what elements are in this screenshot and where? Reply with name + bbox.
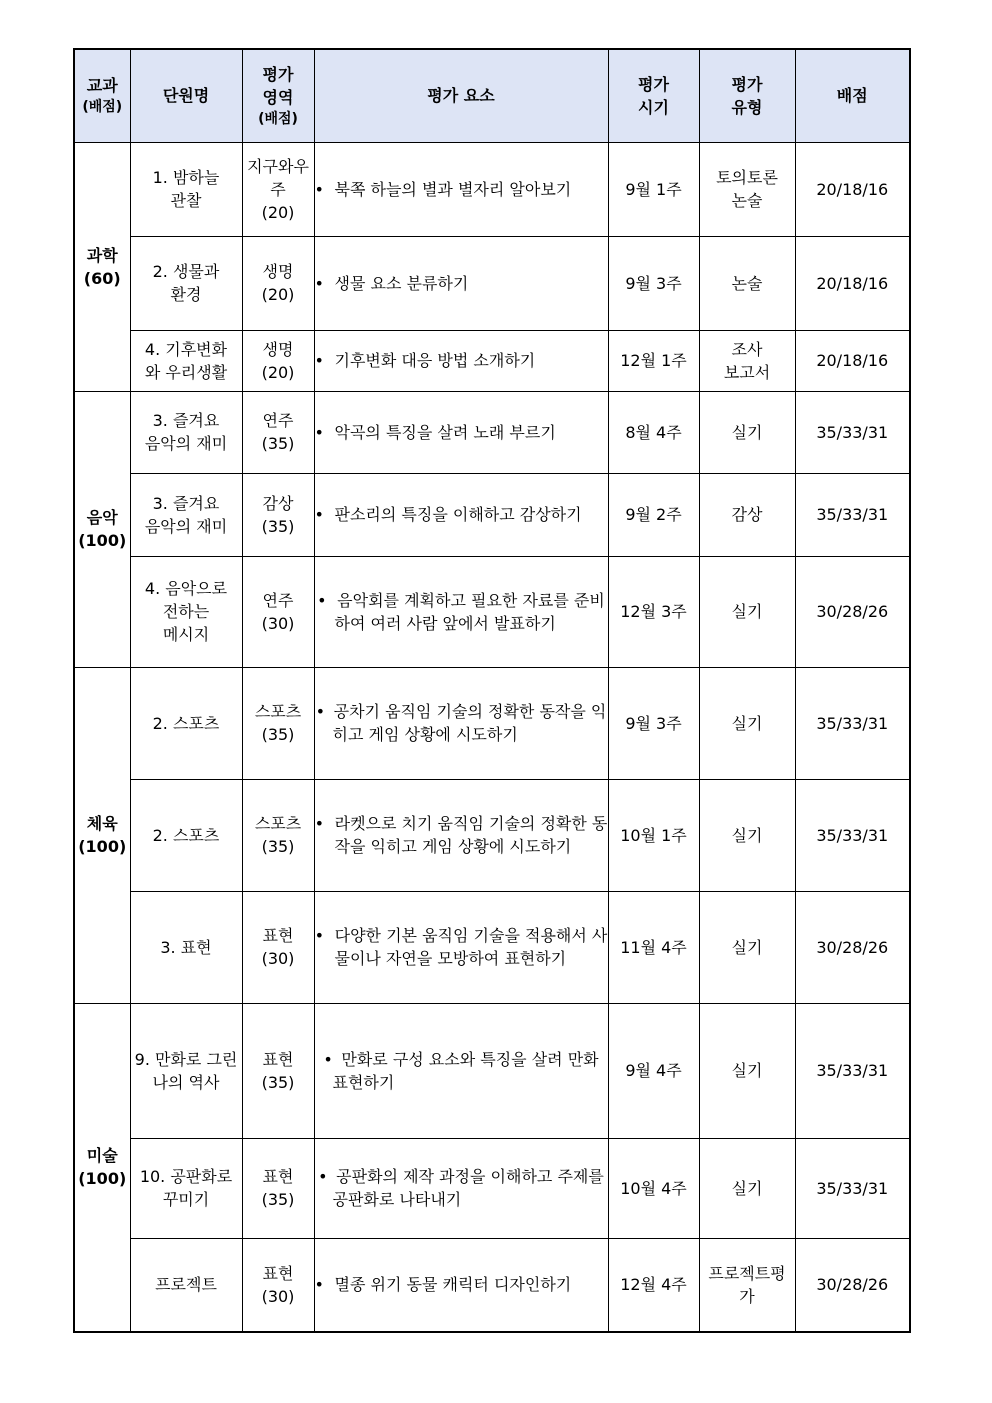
score-cell: 20/18/16 bbox=[795, 142, 910, 236]
type-cell: 토의토론 논술 bbox=[699, 142, 795, 236]
table-row bbox=[74, 236, 910, 330]
type-cell: 프로젝트평 가 bbox=[699, 1238, 795, 1332]
table-row bbox=[74, 142, 910, 236]
period-cell: 12월 3주 bbox=[608, 556, 699, 667]
unit-cell: 9. 만화로 그린 나의 역사 bbox=[130, 1003, 242, 1138]
type-cell: 실기 bbox=[699, 779, 795, 891]
period-cell: 8월 4주 bbox=[608, 391, 699, 473]
element-cell: • 기후변화 대응 방법 소개하기 bbox=[314, 330, 608, 391]
unit-cell: 10. 공판화로 꾸미기 bbox=[130, 1138, 242, 1238]
table-row bbox=[74, 1238, 910, 1332]
table-row bbox=[74, 779, 910, 891]
assessment-plan-table bbox=[73, 48, 911, 1333]
element-cell: • 만화로 구성 요소와 특징을 살려 만화 표현하기 bbox=[314, 1003, 608, 1138]
area-cell: 표현 (30) bbox=[242, 891, 314, 1003]
area-cell: 표현 (35) bbox=[242, 1003, 314, 1138]
table-row bbox=[74, 667, 910, 779]
type-cell: 조사 보고서 bbox=[699, 330, 795, 391]
score-cell: 35/33/31 bbox=[795, 1138, 910, 1238]
unit-cell: 2. 스포츠 bbox=[130, 779, 242, 891]
period-cell: 9월 1주 bbox=[608, 142, 699, 236]
unit-cell: 2. 스포츠 bbox=[130, 667, 242, 779]
element-cell: • 북쪽 하늘의 별과 별자리 알아보기 bbox=[314, 142, 608, 236]
table-row bbox=[74, 1003, 910, 1138]
element-cell: • 멸종 위기 동물 캐릭터 디자인하기 bbox=[314, 1238, 608, 1332]
element-cell: • 공판화의 제작 과정을 이해하고 주제를 공판화로 나타내기 bbox=[314, 1138, 608, 1238]
area-cell: 스포츠 (35) bbox=[242, 667, 314, 779]
area-cell: 감상 (35) bbox=[242, 473, 314, 556]
type-cell: 감상 bbox=[699, 473, 795, 556]
header-type: 평가 유형 bbox=[699, 49, 795, 142]
unit-cell: 4. 기후변화 와 우리생활 bbox=[130, 330, 242, 391]
score-cell: 35/33/31 bbox=[795, 667, 910, 779]
score-cell: 30/28/26 bbox=[795, 556, 910, 667]
area-cell: 생명 (20) bbox=[242, 330, 314, 391]
area-cell: 표현 (30) bbox=[242, 1238, 314, 1332]
subject-cell-music: 음악 (100) bbox=[74, 391, 130, 667]
type-cell: 실기 bbox=[699, 556, 795, 667]
score-cell: 20/18/16 bbox=[795, 236, 910, 330]
element-cell: • 다양한 기본 움직임 기술을 적용해서 사물이나 자연을 모방하여 표현하기 bbox=[314, 891, 608, 1003]
table-row bbox=[74, 1138, 910, 1238]
element-cell: • 라켓으로 치기 움직임 기술의 정확한 동작을 익히고 게임 상황에 시도하기 bbox=[314, 779, 608, 891]
table-row bbox=[74, 891, 910, 1003]
element-cell: • 음악회를 계획하고 필요한 자료를 준비하여 여러 사람 앞에서 발표하기 bbox=[314, 556, 608, 667]
table-row bbox=[74, 391, 910, 473]
period-cell: 12월 1주 bbox=[608, 330, 699, 391]
period-cell: 9월 4주 bbox=[608, 1003, 699, 1138]
subject-cell-pe: 체육 (100) bbox=[74, 667, 130, 1003]
period-cell: 10월 1주 bbox=[608, 779, 699, 891]
table-row bbox=[74, 556, 910, 667]
type-cell: 실기 bbox=[699, 1003, 795, 1138]
header-area: 평가 영역 (배점) bbox=[242, 49, 314, 142]
period-cell: 9월 2주 bbox=[608, 473, 699, 556]
unit-cell: 프로젝트 bbox=[130, 1238, 242, 1332]
subject-cell-art: 미술 (100) bbox=[74, 1003, 130, 1332]
score-cell: 35/33/31 bbox=[795, 473, 910, 556]
unit-cell: 3. 즐겨요 음악의 재미 bbox=[130, 391, 242, 473]
area-cell: 지구와우 주 (20) bbox=[242, 142, 314, 236]
period-cell: 9월 3주 bbox=[608, 667, 699, 779]
unit-cell: 3. 표현 bbox=[130, 891, 242, 1003]
element-cell: • 판소리의 특징을 이해하고 감상하기 bbox=[314, 473, 608, 556]
type-cell: 실기 bbox=[699, 891, 795, 1003]
header-row bbox=[74, 49, 910, 142]
unit-cell: 1. 밤하늘 관찰 bbox=[130, 142, 242, 236]
period-cell: 9월 3주 bbox=[608, 236, 699, 330]
header-element: 평가 요소 bbox=[314, 49, 608, 142]
unit-cell: 3. 즐겨요 음악의 재미 bbox=[130, 473, 242, 556]
element-cell: • 공차기 움직임 기술의 정확한 동작을 익히고 게임 상황에 시도하기 bbox=[314, 667, 608, 779]
type-cell: 실기 bbox=[699, 667, 795, 779]
header-period: 평가 시기 bbox=[608, 49, 699, 142]
score-cell: 35/33/31 bbox=[795, 391, 910, 473]
element-cell: • 악곡의 특징을 살려 노래 부르기 bbox=[314, 391, 608, 473]
period-cell: 11월 4주 bbox=[608, 891, 699, 1003]
area-cell: 스포츠 (35) bbox=[242, 779, 314, 891]
table-row bbox=[74, 330, 910, 391]
subject-cell-science: 과학 (60) bbox=[74, 142, 130, 391]
score-cell: 35/33/31 bbox=[795, 1003, 910, 1138]
unit-cell: 2. 생물과 환경 bbox=[130, 236, 242, 330]
period-cell: 12월 4주 bbox=[608, 1238, 699, 1332]
table-row bbox=[74, 473, 910, 556]
header-subject: 교과 (배점) bbox=[74, 49, 130, 142]
area-cell: 생명 (20) bbox=[242, 236, 314, 330]
score-cell: 20/18/16 bbox=[795, 330, 910, 391]
area-cell: 연주 (30) bbox=[242, 556, 314, 667]
type-cell: 논술 bbox=[699, 236, 795, 330]
period-cell: 10월 4주 bbox=[608, 1138, 699, 1238]
area-cell: 연주 (35) bbox=[242, 391, 314, 473]
type-cell: 실기 bbox=[699, 1138, 795, 1238]
score-cell: 30/28/26 bbox=[795, 1238, 910, 1332]
score-cell: 35/33/31 bbox=[795, 779, 910, 891]
header-unit: 단원명 bbox=[130, 49, 242, 142]
unit-cell: 4. 음악으로 전하는 메시지 bbox=[130, 556, 242, 667]
area-cell: 표현 (35) bbox=[242, 1138, 314, 1238]
header-score: 배점 bbox=[795, 49, 910, 142]
element-cell: • 생물 요소 분류하기 bbox=[314, 236, 608, 330]
type-cell: 실기 bbox=[699, 391, 795, 473]
score-cell: 30/28/26 bbox=[795, 891, 910, 1003]
